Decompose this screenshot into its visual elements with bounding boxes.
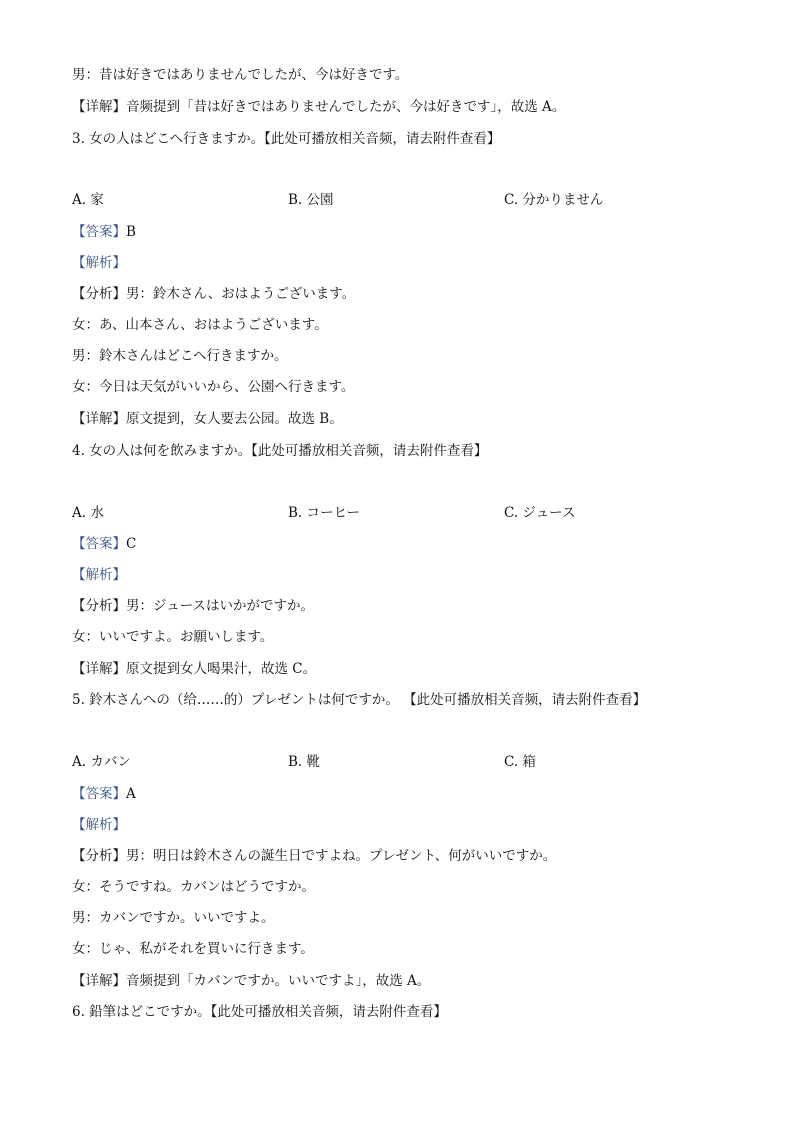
explanation-line [72,97,565,117]
dialogue-line: 男：鈴木さん、おはようございます。 [126,286,356,302]
option-a: A. 家 [72,192,104,208]
option-a: A. 水 [72,505,104,521]
analysis-line [72,846,556,866]
question-4: 4. 女の人は何を飲みますか。【此处可播放相关音频，请去附件查看】 [72,443,488,459]
dialogue-line: 女：じゃ、私がそれを買いに行きます。 [72,941,314,957]
explanation-text: 音频提到「昔は好きではありませんでしたが、今は好きです」，故选 A。 [126,99,566,115]
analysis-line [72,596,314,616]
option-c: C. ジュース [504,505,576,521]
dialogue-line: 男：明日は鈴木さんの誕生日ですよね。プレゼント、何がいいですか。 [126,848,557,864]
answer-tag: 【答案】 [72,786,126,802]
explanation-tag: 【详解】 [72,411,126,427]
explanation-line [72,659,316,679]
option-b: B. コーヒー [288,505,360,521]
dialogue-line: 男：鈴木さんはどこへ行きますか。 [72,348,288,364]
question-4-options [72,503,722,523]
dialogue-line: 女：今日は天気がいいから、公園へ行きます。 [72,379,355,395]
explanation-line [72,971,430,991]
answer-line [72,784,136,804]
explanation-tag: 【详解】 [72,973,126,989]
option-b: B. 公園 [288,192,334,208]
analysis-sub-tag: 【分析】 [72,598,126,614]
explanation-tag: 【详解】 [72,99,126,115]
option-b: B. 靴 [288,754,321,770]
dialogue-line: 女：あ、山本さん、おはようございます。 [72,317,328,333]
dialogue-line: 女：いいですよ。お願いします。 [72,629,274,645]
analysis-tag: 【解析】 [72,817,126,833]
question-3-options [72,190,722,210]
answer-tag: 【答案】 [72,224,126,240]
dialogue-line: 男：カバンですか。いいですよ。 [72,910,275,926]
dialogue-line: 男：昔は好きではありませんでしたが、今は好きです。 [72,67,409,83]
analysis-line [72,284,355,304]
analysis-tag: 【解析】 [72,255,126,271]
answer-line [72,534,136,554]
answer-value: A [126,786,136,802]
question-5-options [72,752,722,772]
explanation-tag: 【详解】 [72,661,126,677]
analysis-sub-tag: 【分析】 [72,286,126,302]
explanation-text: 音频提到「カバンですか。いいですよ」，故选 A。 [126,973,431,989]
analysis-tag: 【解析】 [72,567,126,583]
answer-tag: 【答案】 [72,536,126,552]
explanation-text: 原文提到女人喝果汁，故选 C。 [126,661,317,677]
answer-line [72,222,136,242]
dialogue-line: 女：そうですね。カバンはどうですか。 [72,879,315,895]
option-a: A. カバン [72,754,131,770]
explanation-text: 原文提到，女人要去公园。故选 B。 [126,411,343,427]
question-6: 6. 鉛筆はどこですか。【此处可播放相关音频，请去附件查看】 [72,1004,447,1020]
explanation-line [72,409,343,429]
analysis-sub-tag: 【分析】 [72,848,126,864]
question-5: 5. 鈴木さんへの（给……的）プレゼントは何ですか。 【此处可播放相关音频，请去附件查看】 [72,692,647,708]
question-3: 3. 女の人はどこへ行きますか。【此处可播放相关音频，请去附件查看】 [72,131,501,147]
answer-value: C [126,536,137,552]
option-c: C. 箱 [504,754,536,770]
option-c: C. 分かりません [504,192,604,208]
answer-value: B [126,224,136,240]
dialogue-line: 男：ジュースはいかがですか。 [126,598,315,614]
